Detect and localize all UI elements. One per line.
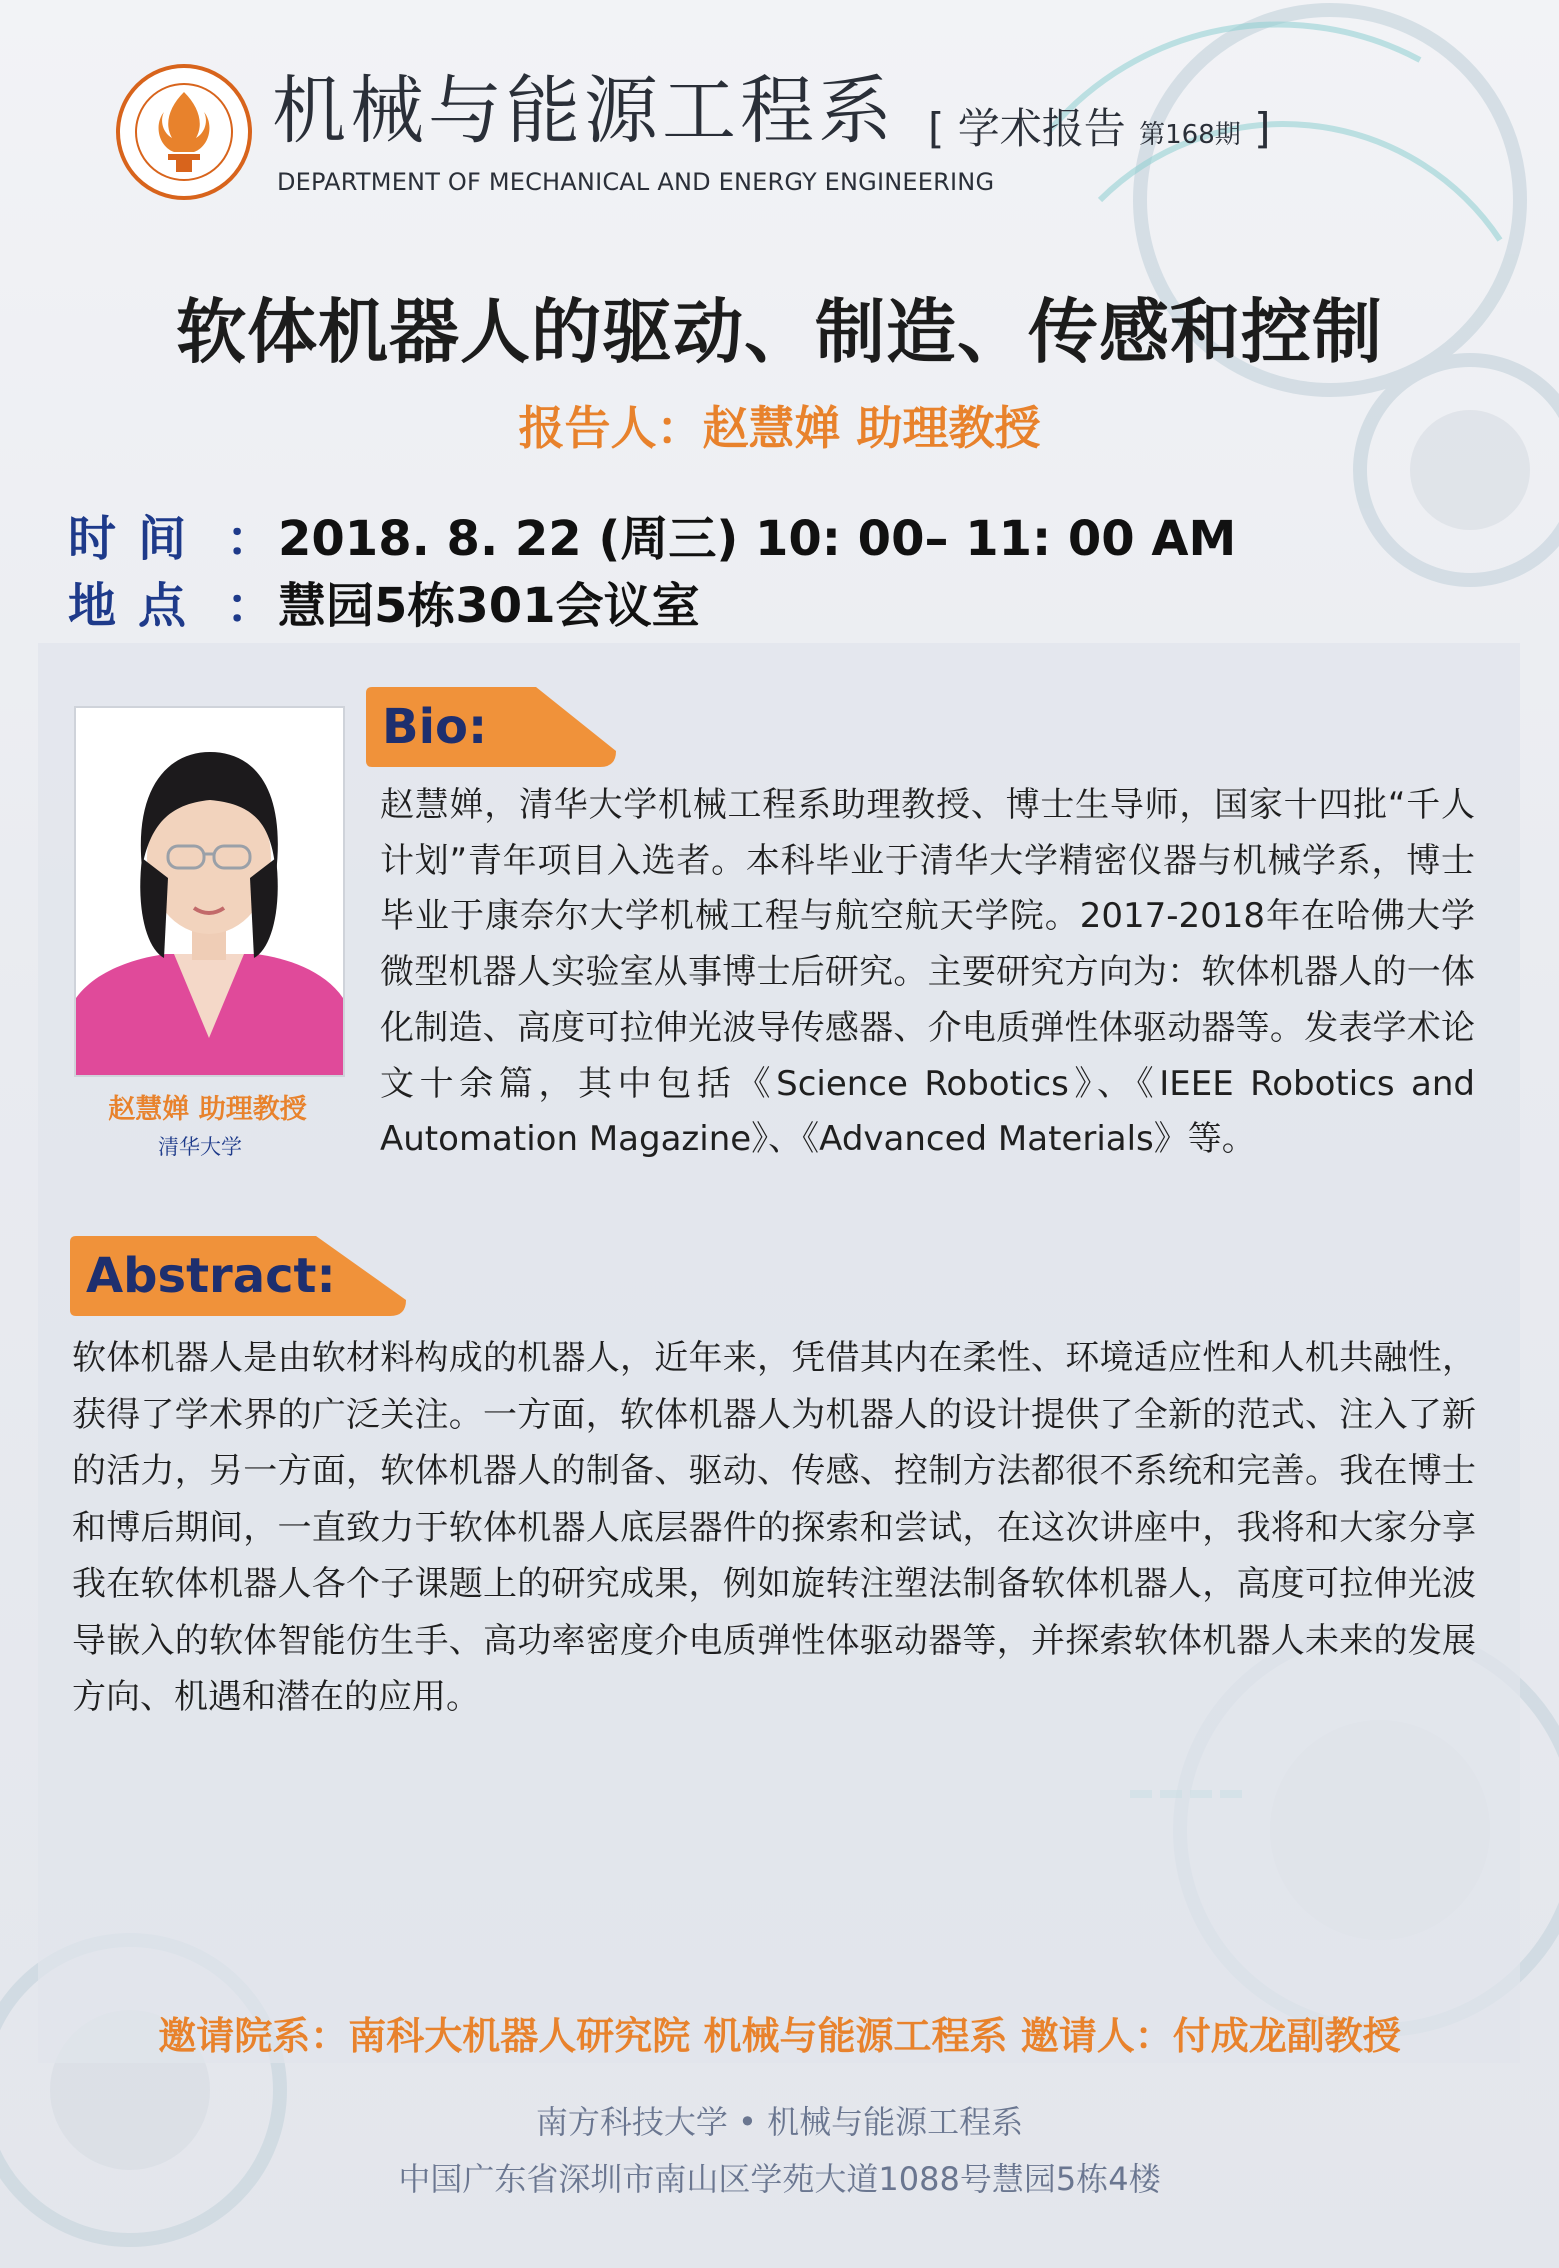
university-logo [114,62,254,202]
series-close: ] [1254,104,1271,153]
abstract-text: 软体机器人是由软材料构成的机器人，近年来，凭借其内在柔性、环境适应性和人机共融性，获得了学术界的广泛关注。一方面，软体机器人为机器人的设计提供了全新的范式、注入了新的活力，另一方面，软体机器人的制备、驱动、传感、控制方法都很不系统和完善。我在博士和博后期间，一直致力于软体机器人底层器件的探索和尝试，在这次讲座中，我将和大家分享我在软体机器人各个子课题上的研究成果，例如旋转注塑法制备软体机器人，高度可拉伸光波导嵌入的软体智能仿生手、高功率密度介电质弹性体驱动器等，并探索软体机器人未来的发展方向、机遇和潜在的应用。 [72,1338,1476,1717]
bio-text: 赵慧婵，清华大学机械工程系助理教授、博士生导师，国家十四批“千人计划”青年项目入选者。本科毕业于清华大学精密仪器与机械学系，博士毕业于康奈尔大学机械工程与航空航天学院。2017-2018年在哈佛大学微型机器人实验室从事博士后研究。主要研究方向为：软体机器人的一体化制造、高度可拉伸光波导传感器、介电质弹性体驱动器等。发表学术论文十余篇，其中包括《Science Robotics》、《IEEE Robotics and Automation Magazine》、《Advanced Materials》等。 [380,785,1475,1160]
time-value: 2018. 8. 22 (周三) 10: 00– 11: 00 AM [278,511,1237,567]
speaker-line: 报告人：赵慧婵 助理教授 [518,401,1041,455]
department-title-cn: 机械与能源工程系 [272,68,896,154]
time-label: 时间 [68,511,209,567]
abstract-tag [70,1236,406,1316]
series-open: [ 学术报告 [928,104,1126,153]
time-row [68,511,1237,567]
footer-university: 南方科技大学 • 机械与能源工程系 [535,2103,1024,2141]
place-row [68,578,700,634]
place-colon: ： [226,578,275,634]
time-colon: ： [226,511,275,567]
photo-caption-name: 赵慧婵 助理教授 [108,1094,307,1125]
place-value: 慧园5栋301会议室 [278,578,700,634]
abstract-heading: Abstract: [86,1248,336,1304]
bio-heading: Bio: [382,699,488,755]
issue-number: 第168期 [1139,120,1241,150]
department-title-en: DEPARTMENT OF MECHANICAL AND ENERGY ENGINEERING [277,168,995,196]
invitation-line: 邀请院系：南科大机器人研究院 机械与能源工程系 邀请人：付成龙副教授 [158,2014,1401,2058]
series-label [928,104,1271,153]
talk-title: 软体机器人的驱动、制造、传感和控制 [176,291,1383,373]
photo-caption-affiliation: 清华大学 [158,1135,242,1159]
place-label: 地点 [68,578,209,634]
footer-address: 中国广东省深圳市南山区学苑大道1088号慧园5栋4楼 [398,2160,1161,2198]
bio-tag [366,687,616,767]
speaker-photo [74,706,345,1077]
